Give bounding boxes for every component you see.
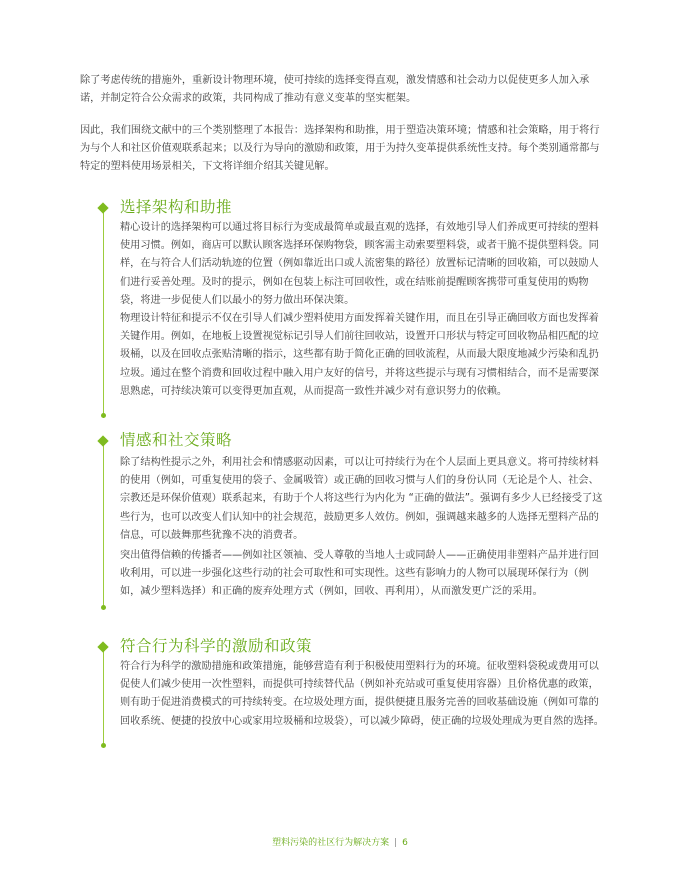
dot-bullet-icon	[101, 413, 106, 418]
intro-paragraph-1: 除了考虑传统的措施外，重新设计物理环境，使可持续的选择变得直观，激发情感和社会动力以促使更多人加入承诺，并制定符合公众需求的政策，共同构成了推动有意义变革的坚实框架。	[80, 75, 590, 105]
section-timeline-line	[103, 439, 104, 609]
intro-paragraph-2: 因此，我们围绕文献中的三个类别整理了本报告：选择架构和助推，用于塑造决策环境；情感和社会策略，用于将行为与个人和社区价值观联系起来；以及行为导向的激励和政策，用于为持久变革提供系统性支持。每个类别通常都与特定的塑料使用场景相关，下文将详细介绍其关键见解。	[80, 125, 600, 173]
diamond-bullet-icon	[97, 641, 108, 652]
footer-separator: |	[394, 838, 398, 848]
section-timeline-line	[103, 645, 104, 747]
diamond-bullet-icon	[97, 202, 108, 213]
section-title: 情感和社交策略	[120, 431, 233, 449]
section-paragraph: 突出值得信赖的传播者——例如社区领袖、受人尊敬的当地人士或同龄人——正确使用非塑料产品并进行回收利用，可以进一步强化这些行动的社会可取性和可实现性。这些有影响力的人物可以展现环保行为（例如，减少塑料选择）和正确的废弃处理方式（例如，回收、再利用），从而激发更广泛的采用。	[120, 550, 599, 598]
footer-title: 塑料污染的社区行为解决方案	[272, 838, 390, 848]
section-paragraph: 精心设计的选择架构可以通过将目标行为变成最简单或最直观的选择，有效地引导人们养成更可持续的塑料使用习惯。例如，商店可以默认顾客选择环保购物袋，顾客需主动索要塑料袋，或者干脆不提供塑料袋。同样，在与符合人们活动轨迹的位置（例如靠近出口或人流密集的路径）放置标记清晰的回收箱，可以鼓励人们进行妥善处理。及时的提示，例如在包装上标注可回收性，或在结账前提醒顾客携带可重复使用的购物袋，将进一步促使人们以最小的努力做出环保决策。	[120, 222, 599, 306]
section-paragraph: 除了结构性提示之外，利用社会和情感驱动因素，可以让可持续行为在个人层面上更具意义。将可持续材料的使用（例如，可重复使用的袋子、金属吸管）或正确的回收习惯与人们的身份认同（无论是个人、社会、宗教还是环保价值观）联系起来，有助于个人将这些行为内化为 “正确的做法”。强调有多少人已经接受了这些行为，也可以改变人们认知中的社会规范，鼓励更多人效仿。例如，强调越来越多的人选择无塑料产品的信息，可以鼓舞那些犹豫不决的消费者。	[120, 457, 603, 541]
dot-bullet-icon	[101, 605, 106, 610]
section-paragraph: 物理设计特征和提示不仅在引导人们减少塑料使用方面发挥着关键作用，而且在引导正确回收方面也发挥着关键作用。例如，在地板上设置视觉标记引导人们前往回收站，设置开口形状与特定可回收物品相匹配的垃圾桶，以及在回收点张贴清晰的指示，这些都有助于简化正确的回收流程，从而最大限度地减少污染和乱扔垃圾。通过在整个消费和回收过程中融入用户友好的信号，并将这些提示与现有习惯相结合，而不是需要深思熟虑，可持续决策可以变得更加直观，从而提高一致性并减少对有意识努力的依赖。	[120, 313, 599, 397]
page-number: 6	[402, 838, 408, 848]
section-title: 符合行为科学的激励和政策	[120, 637, 313, 655]
section-paragraph: 符合行为科学的激励措施和政策措施，能够营造有利于积极使用塑料行为的环境。征收塑料袋税或费用可以促使人们减少使用一次性塑料，而提供可持续替代品（例如补充站或可重复使用容器）且价格优惠的政策，则有助于促进消费模式的可持续转变。在垃圾处理方面，提供便捷且服务完善的回收基础设施（例如可靠的回收系统、便捷的投放中心或家用垃圾桶和垃圾袋），可以减少障碍，使正确的垃圾处理成为更自然的选择。	[120, 661, 604, 727]
page-footer	[0, 835, 680, 848]
diamond-bullet-icon	[97, 435, 108, 446]
section-timeline-line	[103, 206, 104, 418]
section-title: 选择架构和助推	[120, 198, 233, 216]
dot-bullet-icon	[101, 743, 106, 748]
